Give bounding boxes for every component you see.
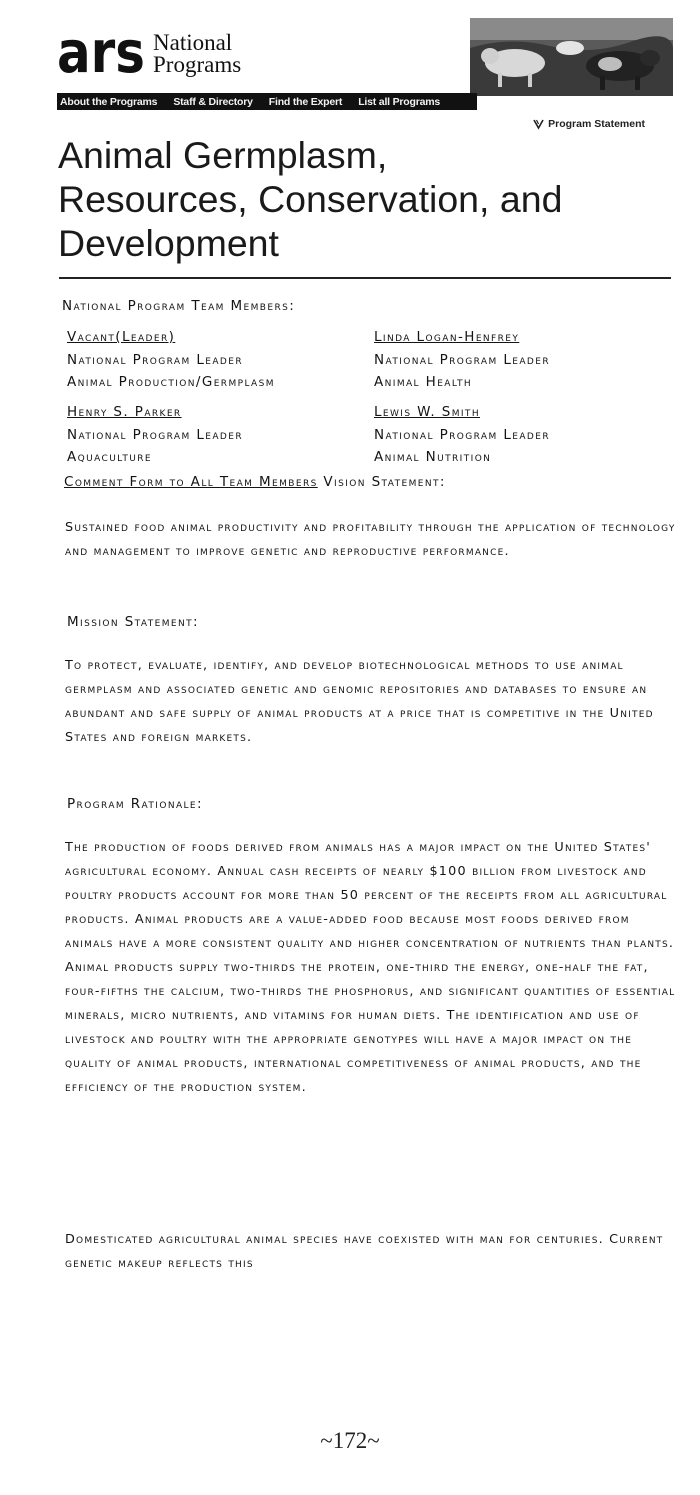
page-header (57, 18, 672, 110)
top-navigation-bar (57, 93, 477, 110)
page-title (58, 133, 678, 265)
member-name-link[interactable]: Henry S. Parker (67, 404, 182, 420)
mission-statement-label: Mission Statement: (67, 614, 199, 630)
team-members-heading: National Program Team Members: (62, 298, 296, 314)
program-statement-link[interactable] (533, 118, 645, 130)
ars-logo-icon (57, 18, 147, 86)
program-rationale-text: The production of foods derived from animals has a major impact on the United States' agricultural economy. Annual cash receipts of nearly $100 billion from livestock and poultry products account for more than 50 percent of the receipts from all agricultural products. Animal products are a value-added food because most foods derived from animals have a more consistent quality and higher concentration of nutrients than plants. Animal products supply two-thirds the protein, one-third the energy, one-half the fat, four-fifths the calcium, two-thirds the phosphorus, and significant quantities of essential minerals, micro nutrients, and vitamins for human diets. The identification and use of livestock and poultry with the appropriate genotypes will have a major impact on the quality of animal products, international competitiveness of animal products, and the efficiency of the production system. (65, 840, 676, 1095)
logo-letters: ars (57, 18, 145, 86)
vision-statement-label: Vision Statement: (323, 474, 446, 490)
nav-staff-directory[interactable]: Staff & Directory (173, 95, 253, 108)
arrow-down-icon (533, 119, 544, 129)
member-role: National Program Leader (374, 426, 550, 443)
member-name-link[interactable]: Vacant(Leader) (67, 329, 176, 345)
member-role: National Program Leader (67, 426, 243, 443)
nav-list-all-programs[interactable]: List all Programs (358, 95, 441, 108)
member-name-link[interactable]: Linda Logan-Henfrey (374, 329, 520, 345)
page-number: ~172~ (320, 1428, 380, 1453)
team-member-card (374, 401, 550, 469)
member-area: Animal Health (374, 374, 473, 390)
comment-form-link[interactable]: Comment Form to All Team Members (64, 474, 318, 490)
title-divider (59, 277, 671, 279)
logo-line-national: National (153, 30, 233, 55)
nav-about-programs[interactable]: About the Programs (60, 95, 158, 108)
title-line-1: Animal Germplasm, (58, 134, 388, 176)
member-area: Animal Nutrition (374, 449, 492, 465)
nav-find-expert[interactable]: Find the Expert (268, 95, 343, 108)
ars-logo[interactable] (57, 18, 242, 86)
member-role: National Program Leader (374, 351, 550, 368)
logo-wordmark (153, 32, 241, 76)
team-member-card (67, 326, 275, 394)
member-area: Aquaculture (67, 449, 152, 465)
livestock-banner-image (470, 18, 673, 96)
member-area: Animal Production/Germplasm (67, 374, 275, 390)
member-role: National Program Leader (67, 351, 243, 368)
vision-statement-text: Sustained food animal productivity and profitability through the application of technology and management to improve genetic and reproductive performance. (65, 520, 676, 559)
title-line-3: Development (58, 222, 279, 264)
logo-line-programs: Programs (153, 52, 242, 77)
mission-statement-text: To protect, evaluate, identify, and develop biotechnological methods to use animal germplasm and associated genetic and genomic repositories and databases to ensure an abundant and safe supply of animal products at a price that is competitive in the United States and foreign markets. (65, 658, 654, 745)
title-line-2: Resources, Conservation, and (58, 178, 563, 220)
team-member-card (67, 401, 243, 469)
member-name-link[interactable]: Lewis W. Smith (374, 404, 481, 420)
program-statement-label: Program Statement (548, 118, 645, 130)
comment-vision-line (64, 474, 446, 490)
program-rationale-label: Program Rationale: (67, 796, 203, 812)
domestication-paragraph: Domesticated agricultural animal species have coexisted with man for centuries. Current genetic makeup reflects this (65, 1232, 664, 1271)
team-member-card (374, 326, 550, 394)
